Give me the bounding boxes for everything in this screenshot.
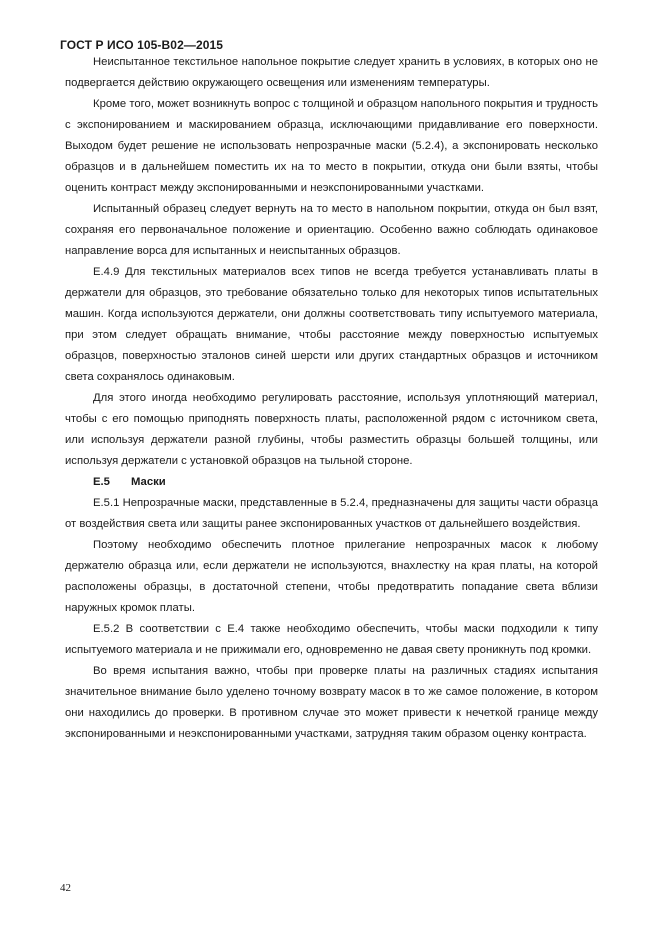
section-number: Е.5	[93, 476, 110, 488]
section-heading	[65, 472, 598, 493]
paragraph: Во время испытания важно, чтобы при проверке платы на различных стадиях испытания значительное внимание было уделено точному возврату масок в то же самое положение, в котором они находились до проверки. В противном случае это может привести к нечеткой границе между экспонированными и неэкспонированными участками, затрудняя таким образом оценку контраста.	[65, 665, 598, 740]
paragraph: Для этого иногда необходимо регулировать расстояние, используя уплотняющий материал, чтобы с его помощью приподнять поверхность платы, расположенной рядом с источником света, или используя держатели разной глубины, чтобы разместить образцы большей толщины, или используя держатели с установкой образцов на тыльной стороне.	[65, 392, 598, 467]
paragraph: Е.5.2 В соответствии с Е.4 также необходимо обеспечить, чтобы маски подходили к типу испытуемого материала и не прижимали его, одновременно не давая свету проникнуть под кромки.	[65, 623, 598, 656]
paragraph: Неиспытанное текстильное напольное покрытие следует хранить в условиях, в которых оно не подвергается действию окружающего освещения или изменениям температуры.	[65, 56, 598, 89]
paragraph: Кроме того, может возникнуть вопрос с толщиной и образцом напольного покрытия и трудность с экспонированием и маскированием образца, исключающими придавливание его поверхности. Выходом будет решение не использовать непрозрачные маски (5.2.4), а экспонировать несколько образцов и в дальнейшем поместить их на то место в покрытии, откуда они были взяты, чтобы оценить контраст между экспонированными и неэкспонированными участками.	[65, 98, 598, 194]
paragraph: Испытанный образец следует вернуть на то место в напольном покрытии, откуда он был взят, сохраняя его первоначальное положение и ориентацию. Особенно важно соблюдать одинаковое направление ворса для испытанных и неиспытанных образцов.	[65, 203, 598, 257]
paragraph: Е.4.9 Для текстильных материалов всех типов не всегда требуется устанавливать платы в держатели для образцов, это требование обязательно только для некоторых типов испытательных машин. Когда используются держатели, они должны соответствовать типу испытуемого материала, при этом следует обращать внимание, чтобы расстояние между поверхностью испытуемых образцов, поверхностью эталонов синей шерсти или других стандартных образцов и источником света сохранялось одинаковым.	[65, 266, 598, 383]
section-title: Маски	[131, 476, 166, 488]
paragraph: Е.5.1 Непрозрачные маски, представленные в 5.2.4, предназначены для защиты части образца от воздействия света или защиты ранее экспонированных участков от дальнейшего воздействия.	[65, 497, 598, 530]
document-body	[65, 52, 598, 745]
paragraph: Поэтому необходимо обеспечить плотное прилегание непрозрачных масок к любому держателю образца или, если держатели не используются, внахлестку на края платы, на которой расположены образцы, в достаточной степени, чтобы предотвратить попадание света вблизи наружных кромок платы.	[65, 539, 598, 614]
page-number: 42	[60, 882, 71, 894]
document-header: ГОСТ Р ИСО 105-B02—2015	[60, 38, 224, 52]
